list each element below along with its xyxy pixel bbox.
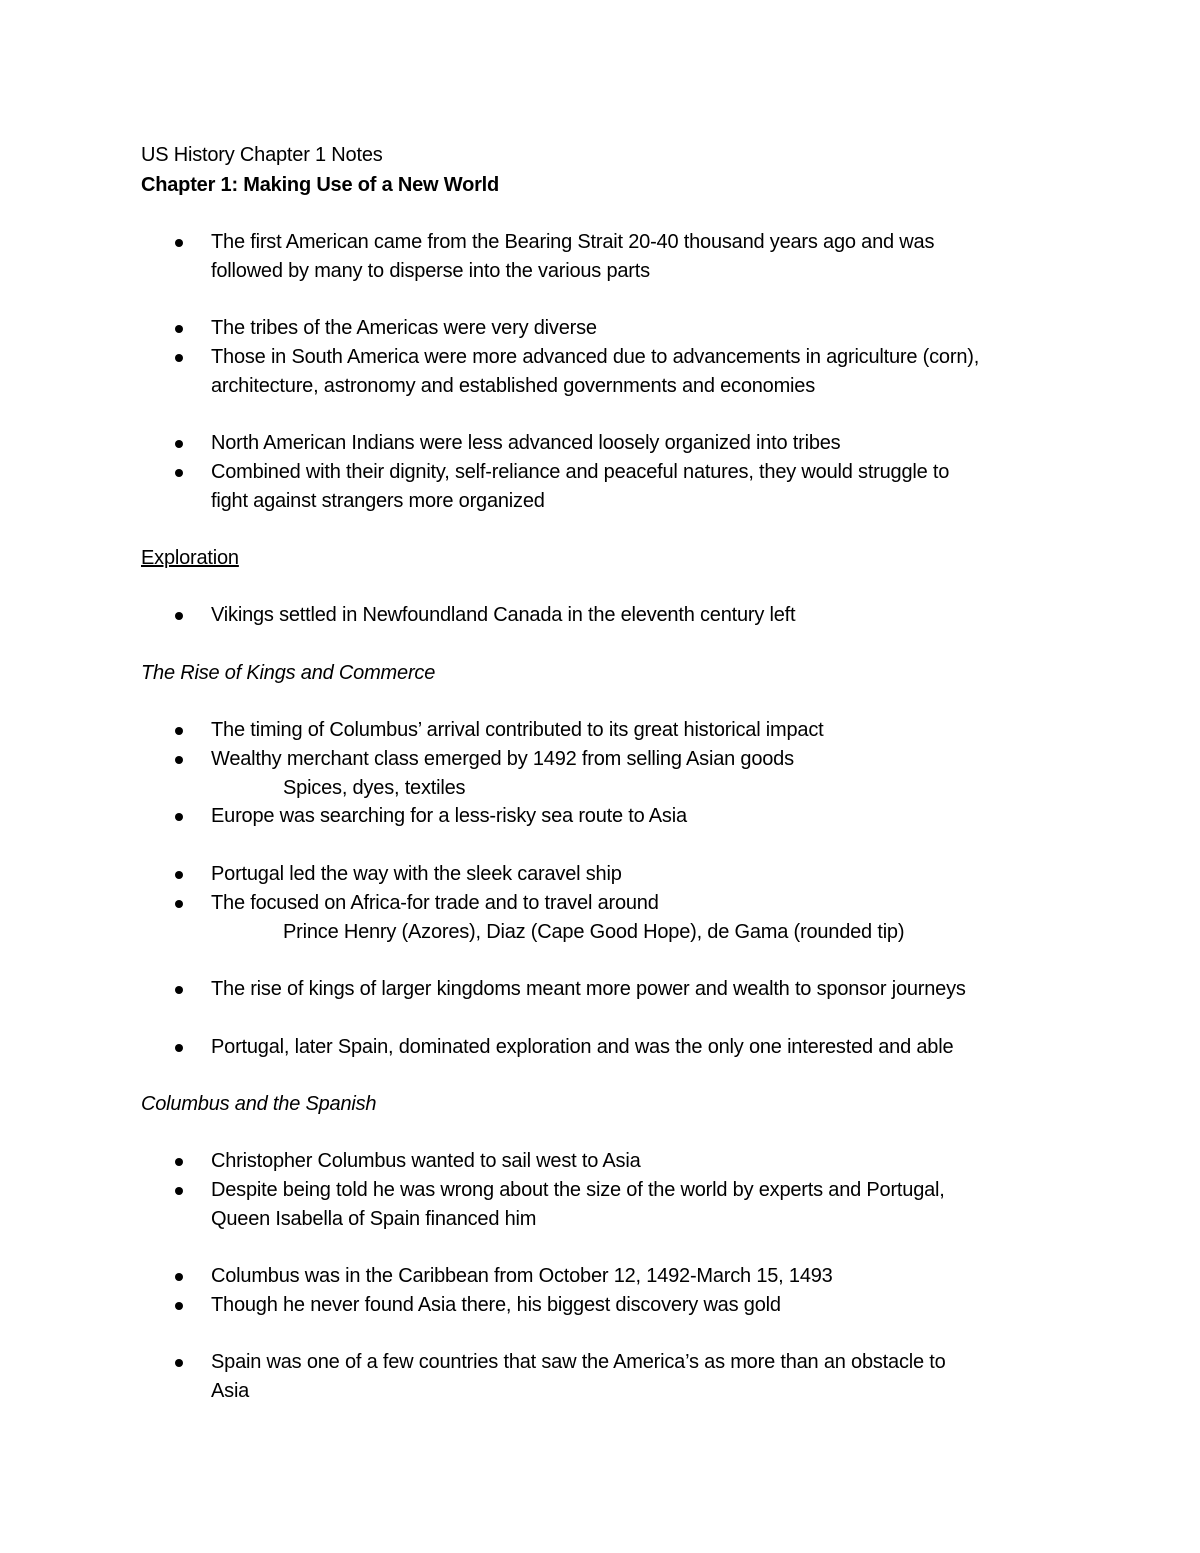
bullet-icon <box>175 354 183 362</box>
bullet-icon <box>175 1359 183 1367</box>
list-item-text: Though he never found Asia there, his biggest discovery was gold <box>211 1294 781 1316</box>
list-item-text: Christopher Columbus wanted to sail west to Asia <box>211 1150 641 1172</box>
bullet-icon <box>175 1044 183 1052</box>
list-item-text: Wealthy merchant class emerged by 1492 from selling Asian goods <box>211 748 794 770</box>
list-item-text: Spain was one of a few countries that saw the America’s as more than an obstacle to Asia <box>211 1351 946 1402</box>
bullet-icon <box>175 813 183 821</box>
list-item-text: The timing of Columbus’ arrival contributed to its great historical impact <box>211 719 824 741</box>
bullet-icon <box>175 756 183 764</box>
bullet-icon <box>175 239 183 247</box>
bullet-icon <box>175 612 183 620</box>
document-title: US History Chapter 1 Notes <box>141 144 383 166</box>
subsection-heading-columbus: Columbus and the Spanish <box>141 1093 377 1115</box>
sub-list-line: Spices, dyes, textiles <box>283 777 466 799</box>
list-item-text: Those in South America were more advanced due to advancements in agriculture (corn), architecture, astronomy and established governments and economies <box>211 346 980 397</box>
list-item-text: The focused on Africa-for trade and to travel around <box>211 892 659 914</box>
subsection-heading-rise-of-kings: The Rise of Kings and Commerce <box>141 662 436 684</box>
list-item-text: The rise of kings of larger kingdoms meant more power and wealth to sponsor journeys <box>211 978 966 1000</box>
bullet-icon <box>175 727 183 735</box>
bullet-icon <box>175 986 183 994</box>
bullet-icon <box>175 1187 183 1195</box>
bullet-icon <box>175 1273 183 1281</box>
bullet-icon <box>175 469 183 477</box>
bullet-icon <box>175 1302 183 1310</box>
bullet-icon <box>175 871 183 879</box>
bullet-icon <box>175 900 183 908</box>
list-item-text: Europe was searching for a less-risky sea route to Asia <box>211 805 687 827</box>
section-heading-exploration: Exploration <box>141 547 239 569</box>
list-item-text: Portugal, later Spain, dominated exploration and was the only one interested and able <box>211 1036 954 1058</box>
bullet-icon <box>175 440 183 448</box>
list-item-text: North American Indians were less advanced loosely organized into tribes <box>211 432 841 454</box>
chapter-heading: Chapter 1: Making Use of a New World <box>141 174 500 196</box>
list-item-text: Portugal led the way with the sleek caravel ship <box>211 863 622 885</box>
list-item-text: Combined with their dignity, self-reliance and peaceful natures, they would struggle to fight against strangers more organized <box>211 461 950 512</box>
list-item-text: The tribes of the Americas were very diverse <box>211 317 597 339</box>
list-item-text: Despite being told he was wrong about the size of the world by experts and Portugal, Queen Isabella of Spain financed him <box>211 1179 945 1230</box>
bullet-icon <box>175 325 183 333</box>
sub-list-line: Prince Henry (Azores), Diaz (Cape Good Hope), de Gama (rounded tip) <box>283 921 905 943</box>
bullet-icon <box>175 1158 183 1166</box>
list-item-text: Columbus was in the Caribbean from October 12, 1492-March 15, 1493 <box>211 1265 833 1287</box>
list-item-text: The first American came from the Bearing Strait 20-40 thousand years ago and was followed by many to disperse into the various parts <box>211 231 935 282</box>
list-item-text: Vikings settled in Newfoundland Canada in the eleventh century left <box>211 604 796 626</box>
